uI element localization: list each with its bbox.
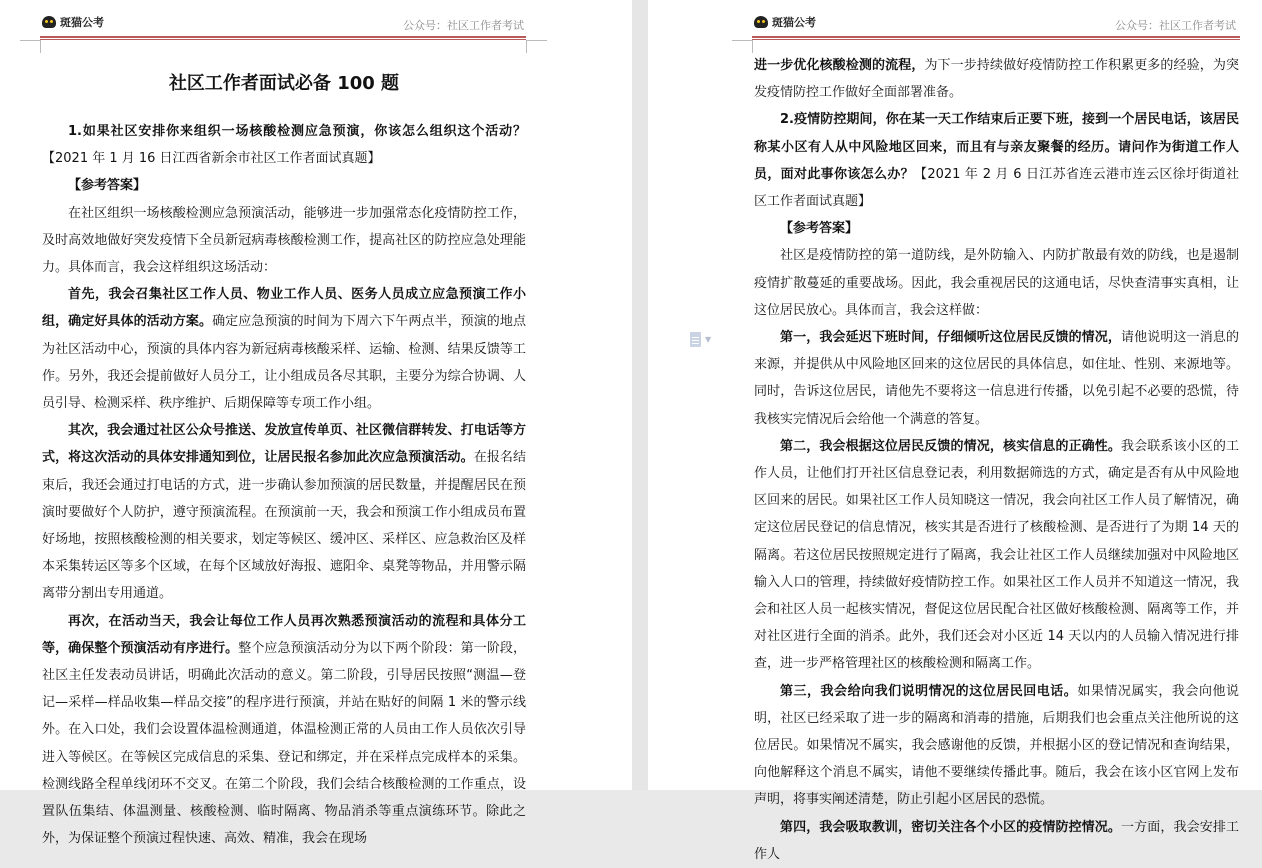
margin-corner-mark: [732, 40, 753, 53]
question-2-source: 【2021 年 2 月 6 日江苏省连云港市连云区徐圩街道社区工作者面试真题】: [754, 166, 1239, 210]
question-2-text: 2.疫情防控期间，你在某一天工作结束后正要下班，接到一个居民电话，该居民称某小区有人从中风险地区回来，而且有与亲友聚餐的经历。请问作为街道工作人员，面对此事你该怎么办？: [754, 112, 1239, 182]
continued-lead: 进一步优化核酸检测的流程，: [754, 58, 925, 73]
paragraph-3-lead: 第三，我会给向我们说明情况的这位居民回电话。: [780, 683, 1078, 699]
header-account: 公众号：社区工作者考试: [403, 19, 524, 32]
chevron-down-icon: ▼: [705, 334, 712, 344]
paragraph-2-lead: 其次，我会通过社区公众号推送、发放宣传单页、社区微信群转发、打电话等方式，将这次活动的具体安排通知到位，让居民报名参加此次应急预演活动。: [42, 423, 526, 466]
document-options-icon[interactable]: [690, 330, 716, 348]
continued-body: 为下一步持续做好疫情防控工作积累更多的经验，为突发疫情防控工作做好全面部署准备。: [754, 58, 1239, 101]
margin-corner-mark: [526, 40, 547, 53]
continued-paragraph: [754, 52, 1239, 106]
document-page-left: [0, 0, 632, 847]
brand-logo: [42, 14, 104, 30]
brand-name: 斑猫公考: [60, 16, 104, 29]
page-body[interactable]: [42, 62, 526, 852]
answer-paragraph-4: [754, 814, 1239, 868]
answer-paragraph-1: [42, 281, 526, 417]
answer-label-text: 【参考答案】: [68, 178, 147, 194]
question-1: [42, 118, 526, 172]
page-gutter: [632, 0, 648, 790]
paragraph-2-body: 在报名结束后，我还会通过打电话的方式，进一步确认参加预演的居民数量，并提醒居民在预演时要做好个人防护，遵守预演流程。在预演前一天，我会和预演工作小组成员布置好场地，按照核酸检测的相关要求，划定等候区、缓冲区、采样区、应急救治区及样本采集转运区等多个区域，在每个区域放好海报、遮阳伞、桌凳等物品，并用警示隔离带分割出专用通道。: [42, 450, 526, 602]
paragraph-3-body: 整个应急预演活动分为以下两个阶段：第一阶段，社区主任发表动员讲话，明确此次活动的意义。第二阶段，引导居民按照“测温—登记—采样—样品收集—样品交接”的程序进行预演，并站在贴好的间隔 1 米的警示线外。在入口处，我们会设置体温检测通道，体温检测正常的人员由工作人员依次引导进入等候区。在等候区完成信息的采集、登记和绑定，并在采样点完成样本的采集。检测线路全程单线闭环不交叉。在第二个阶段，我们会结合核酸检测的工作重点，设置队伍集结、体温测量、核酸检测、临时隔离、物品消杀等重点演练环节。除此之外，为保证整个预演过程快速、高效、精准，我会在现场: [42, 640, 526, 847]
document-title: 社区工作者面试必备 100 题: [168, 73, 400, 94]
paragraph-3-lead: 再次，在活动当天，我会让每位工作人员再次熟悉预演活动的流程和具体分工等，确保整个预演活动有序进行。: [42, 613, 526, 656]
answer-paragraph-3: [754, 678, 1239, 814]
page-body[interactable]: [754, 52, 1239, 868]
document-icon: [690, 332, 701, 347]
answer-label: [754, 215, 1239, 242]
paragraph-1-body: 请他说明这一消息的来源，并提供从中风险地区回来的这位居民的具体信息，如住址、性别、来源地等。同时，告诉这位居民，请他先不要将这一信息进行传播，以免引起不必要的恐慌，待我核实完情况后会给他一个满意的答复。: [754, 330, 1239, 427]
cat-logo-icon: [42, 16, 56, 28]
answer-paragraph-2: [754, 433, 1239, 678]
paragraph-2-lead: 第二，我会根据这位居民反馈的情况，核实信息的正确性。: [780, 438, 1122, 454]
brand-name: 斑猫公考: [772, 16, 816, 29]
paragraph-4-lead: 第四，我会吸取教训，密切关注各个小区的疫情防控情况。: [780, 819, 1122, 835]
answer-intro: 社区是疫情防控的第一道防线，是外防输入、内防扩散最有效的防线，也是遏制疫情扩散蔓延的重要战场。因此，我会重视居民的这通电话，尽快查清事实真相，让这位居民放心。具体而言，我会这样做：: [754, 248, 1239, 318]
header-rule: [752, 36, 1240, 41]
answer-paragraph-1: [754, 324, 1239, 433]
answer-label: [42, 172, 526, 199]
header-account: 公众号：社区工作者考试: [1115, 19, 1236, 32]
paragraph-3-body: 如果情况属实，我会向他说明，社区已经采取了进一步的隔离和消毒的措施，后期我们也会重点关注他所说的这位居民。如果情况不属实，我会感谢他的反馈，并根据小区的登记情况和查询结果，向他解释这个消息不属实，请他不要继续传播此事。随后，我会在该小区官网上发布声明，将事实阐述清楚，防止引起小区居民的恐慌。: [754, 683, 1239, 808]
question-1-text: 1.如果社区安排你来组织一场核酸检测应急预演，你该怎么组织这个活动？: [68, 124, 526, 139]
answer-paragraph-2: [42, 417, 526, 607]
answer-intro: 在社区组织一场核酸检测应急预演活动，能够进一步加强常态化疫情防控工作，及时高效地做好突发疫情下全员新冠病毒核酸检测工作，提高社区的防控应急处理能力。具体而言，我会这样组织这场活动：: [42, 205, 526, 276]
paragraph-1-body: 确定应急预演的时间为下周六下午两点半，预演的地点为社区活动中心，预演的具体内容为新冠病毒核酸采样、运输、检测、结果反馈等工作。另外，我还会提前做好人员分工，让小组成员各尽其职，主要分为综合协调、人员引导、检测采样、秩序维护、后期保障等专项工作小组。: [42, 314, 526, 412]
paragraph-1-lead: 第一，我会延迟下班时间，仔细倾听这位居民反馈的情况，: [780, 330, 1122, 346]
question-1-source: 【2021 年 1 月 16 日江西省新余市社区工作者面试真题】: [42, 151, 381, 167]
paragraph-1-lead: 首先，我会召集社区工作人员、物业工作人员、医务人员成立应急预演工作小组，确定好具体的活动方案。: [42, 287, 526, 330]
header-rule: [40, 36, 526, 41]
brand-logo: [754, 14, 816, 30]
answer-label-text: 【参考答案】: [780, 221, 859, 237]
paragraph-4-body: 一方面，我会安排工作人: [754, 819, 1239, 862]
cat-logo-icon: [754, 16, 768, 28]
margin-corner-mark: [20, 40, 41, 53]
answer-paragraph-3: [42, 608, 526, 853]
paragraph-2-body: 我会联系该小区的工作人员，让他们打开社区信息登记表，利用数据筛选的方式，确定是否有从中风险地区回来的居民。如果社区工作人员知晓这一情况，我会向社区工作人员了解情况，确定这位居民登记的信息情况，核实其是否进行了核酸检测、是否进行了为期 14 天的隔离。若这位居民按照规定进行了隔离，我会让社区工作人员继续加强对中风险地区输入人口的管理，持续做好疫情防控工作。如果社区工作人员并不知道这一情况，我会和社区人员一起核实情况，督促这位居民配合社区做好核酸检测、隔离等工作，并对社区进行全面的消杀。此外，我们还会对小区近 14 天以内的人员输入情况进行排查，进一步严格管理社区的核酸检测和隔离工作。: [754, 438, 1239, 672]
question-2: [754, 106, 1239, 215]
document-page-right: [648, 0, 1262, 862]
